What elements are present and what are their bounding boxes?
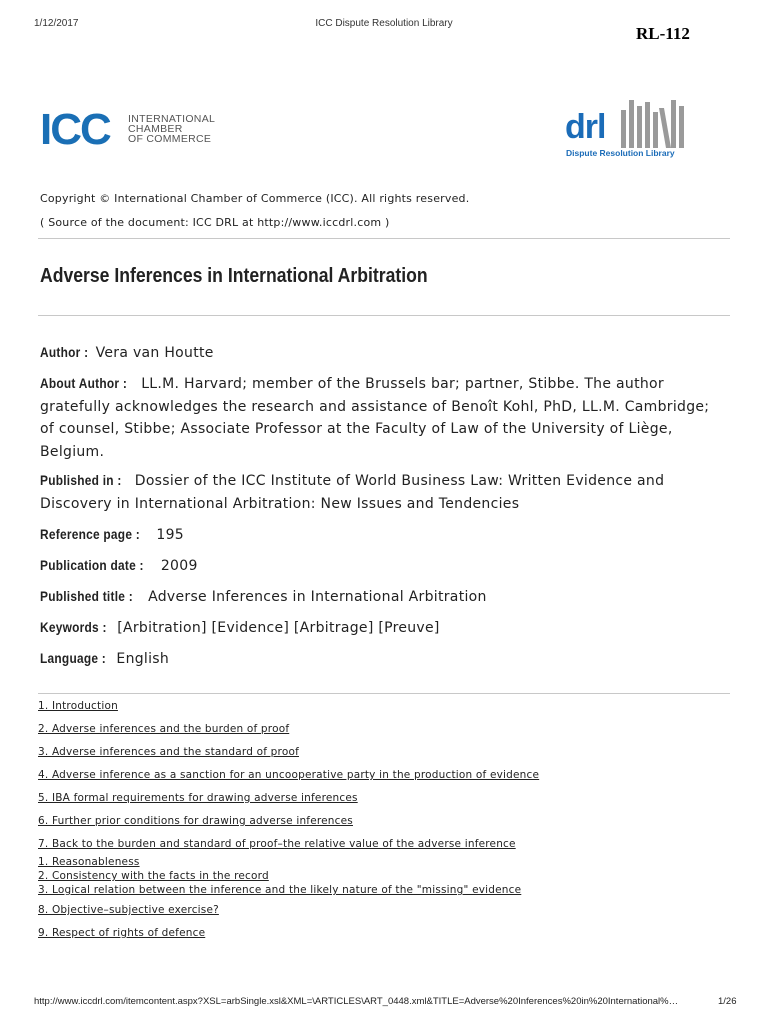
icc-name-line: INTERNATIONAL xyxy=(128,113,216,125)
icc-logo-name xyxy=(128,114,215,144)
toc-link-logical-relation[interactable]: 3. Logical relation between the inference and the likely nature of the "missing" evidence xyxy=(38,884,522,896)
drl-logo-letters: drl xyxy=(565,108,606,146)
meta-label: Author : xyxy=(40,344,89,360)
toc-link-introduction[interactable]: 1. Introduction xyxy=(38,700,118,712)
meta-published-in xyxy=(40,469,720,515)
meta-value: 2009 xyxy=(156,558,198,574)
print-page-number: 1/26 xyxy=(718,996,737,1007)
meta-value: Adverse Inferences in International Arbitration xyxy=(143,589,487,605)
icc-name-line: CHAMBER xyxy=(128,123,183,135)
meta-publication-date xyxy=(40,554,720,578)
meta-published-title xyxy=(40,585,720,609)
meta-about-author xyxy=(40,372,720,463)
exhibit-number: RL-112 xyxy=(636,24,690,43)
toc-link-standard-of-proof[interactable]: 3. Adverse inferences and the standard of proof xyxy=(38,746,299,758)
toc-link-iba-requirements[interactable]: 5. IBA formal requirements for drawing adverse inferences xyxy=(38,792,358,804)
toc-link-prior-conditions[interactable]: 6. Further prior conditions for drawing adverse inferences xyxy=(38,815,353,827)
meta-label: Published in : xyxy=(40,472,122,488)
meta-author xyxy=(40,341,720,365)
meta-reference-page xyxy=(40,523,720,547)
meta-keywords xyxy=(40,616,720,640)
divider xyxy=(38,315,730,316)
meta-label: Published title : xyxy=(40,588,133,604)
toc-link-rights-of-defence[interactable]: 9. Respect of rights of defence xyxy=(38,927,206,939)
meta-label: About Author : xyxy=(40,375,128,391)
toc-link-burden-of-proof[interactable]: 2. Adverse inferences and the burden of proof xyxy=(38,723,290,735)
divider xyxy=(38,238,730,239)
meta-label: Publication date : xyxy=(40,557,144,573)
toc-link-sanction[interactable]: 4. Adverse inference as a sanction for an uncooperative party in the production of evidence xyxy=(38,769,540,781)
meta-value: Dossier of the ICC Institute of World Business Law: Written Evidence and Discovery in International Arbitration: New Issues and Tendencies xyxy=(40,473,665,512)
drl-logo xyxy=(563,96,693,160)
library-bars-icon xyxy=(621,98,685,148)
copyright-notice: Copyright © International Chamber of Commerce (ICC). All rights reserved. xyxy=(40,192,470,205)
print-date: 1/12/2017 xyxy=(34,18,79,29)
meta-label: Keywords : xyxy=(40,619,107,635)
meta-language xyxy=(40,647,720,671)
divider xyxy=(38,693,730,694)
meta-value: Vera van Houtte xyxy=(90,345,214,361)
meta-value: English xyxy=(111,651,170,667)
document-title: Adverse Inferences in International Arbitration xyxy=(40,265,428,287)
drl-logo-subtitle: Dispute Resolution Library xyxy=(566,148,675,158)
toc-link-relative-value[interactable]: 7. Back to the burden and standard of proof–the relative value of the adverse inference xyxy=(38,838,516,850)
meta-value: LL.M. Harvard; member of the Brussels bar; partner, Stibbe. The author gratefully acknowledges the research and assistance of Benoît Kohl, PhD, LL.M. Cambridge; of counsel, Stibbe; Associate Professor at the Faculty of Law of the University of Liège, Belgium. xyxy=(40,376,710,460)
meta-value: 195 xyxy=(151,527,184,543)
toc-link-consistency[interactable]: 2. Consistency with the facts in the record xyxy=(38,870,269,882)
icc-name-line: OF COMMERCE xyxy=(128,133,212,145)
source-notice: ( Source of the document: ICC DRL at http://www.iccdrl.com ) xyxy=(40,216,390,229)
meta-label: Reference page : xyxy=(40,526,140,542)
print-title: ICC Dispute Resolution Library xyxy=(315,18,453,29)
icc-logo xyxy=(40,105,230,154)
print-footer-url: http://www.iccdrl.com/itemcontent.aspx?XSL=arbSingle.xsl&XML=\ARTICLES\ART_0448.xml&TITLE=Adverse%20Inferences%20in%20International%… xyxy=(34,996,679,1007)
meta-value: [Arbitration] [Evidence] [Arbitrage] [Preuve] xyxy=(112,620,440,636)
icc-logo-letters: ICC xyxy=(40,105,110,154)
toc-link-reasonableness[interactable]: 1. Reasonableness xyxy=(38,856,140,868)
meta-label: Language : xyxy=(40,650,107,666)
toc-link-objective-subjective[interactable]: 8. Objective–subjective exercise? xyxy=(38,904,219,916)
